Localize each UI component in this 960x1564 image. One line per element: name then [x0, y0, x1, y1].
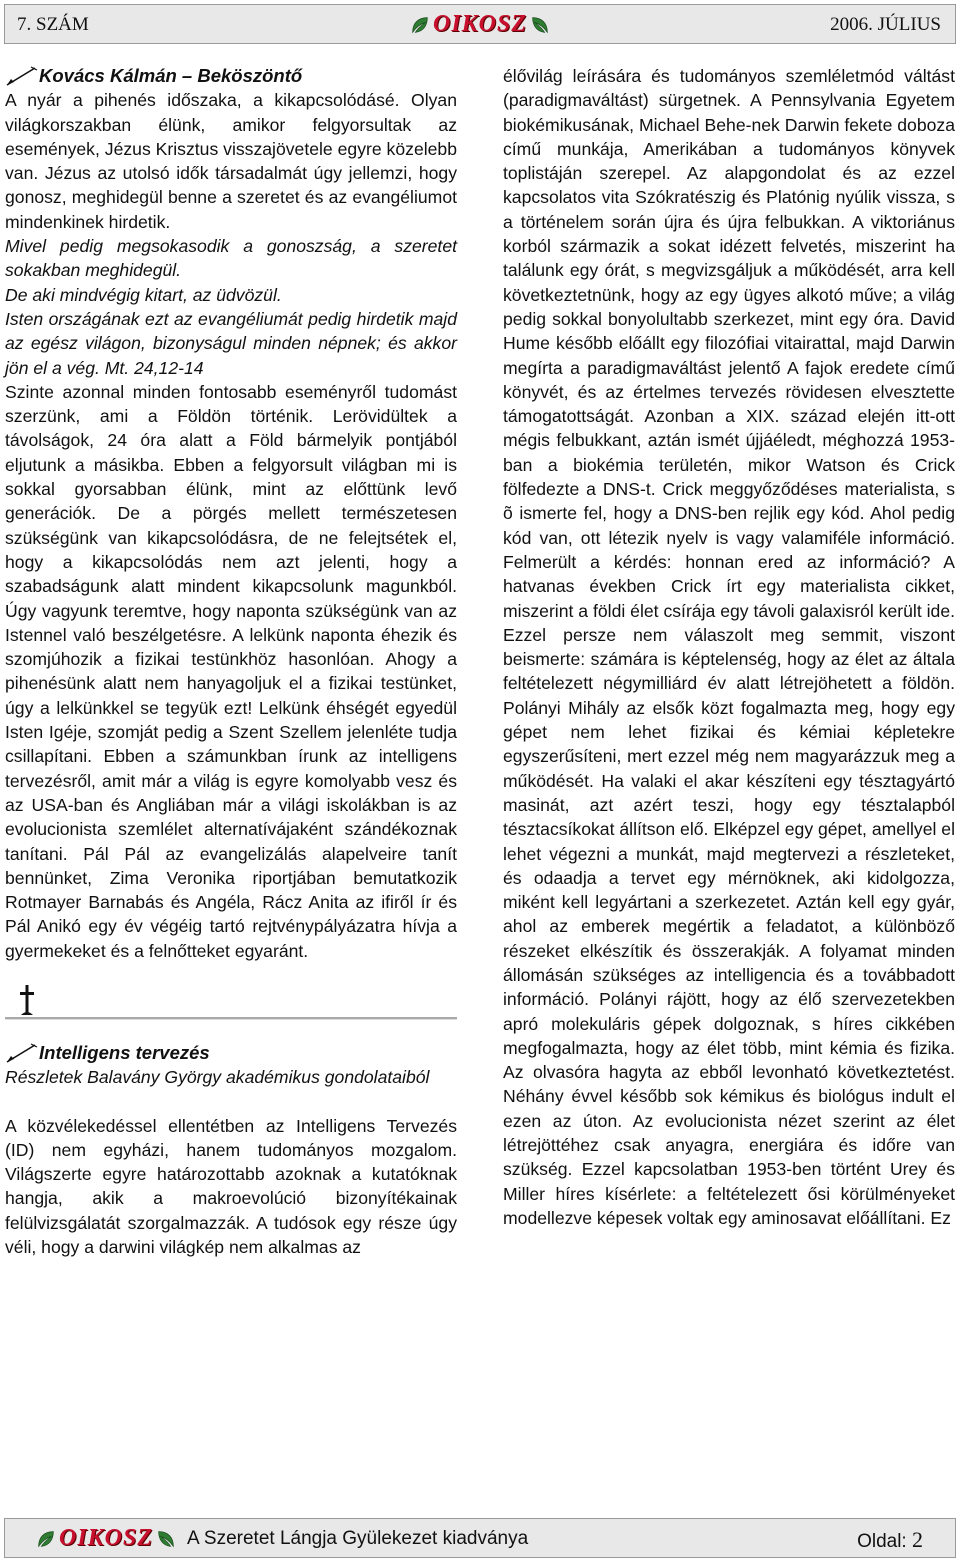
header-logo: [409, 11, 551, 38]
logo-wordmark: OIKOSZ: [59, 1525, 154, 1551]
leaf-right-icon: [155, 1528, 177, 1550]
pen-icon: [5, 66, 39, 86]
footer-logo: [35, 1525, 177, 1552]
publisher-line: A Szeretet Lángja Gyülekezet kiadványa: [187, 1528, 529, 1549]
cross-icon: [19, 985, 35, 1015]
article1-body: Szinte azonnal minden fontosabb eseményről tudomást szerzünk, ami a Földön történik. Lerövidültek a távolságok, 24 óra alatt a Föld bármelyik pontjából eljutunk a másikba. Ebben a felgyorsult világban mi is sokkal gyorsabban élünk, mint az előttünk levő generációk. De a pörgés mellett természetesen szükségünk van kikapcsolódásra, de ne felejtsétek el, hogy a kikapcsolódás nem azt jelenti, hogy a szabadságunk alatt mindent kikapcsolunk magunkból. Úgy vagyunk teremtve, hogy naponta szükségünk van az Istennel való beszélgetésre. A lelkünk naponta éhezik és szomjúhozik a fizikai testünkhöz hasonlóan. Ahogy a pihenésünk alatt nem hanyagoljuk el a fizikai testünket, úgy a lelkünkkel se tegyük ezt! Lelkünk éhségét egyedül Isten Igéje, szomját pedig a Szent Szellem jelenléte tudja csillapítani. Ebben a számunkban írunk az intelligens tervezésről, amit már a világ is egyre komolyabb vesz és az USA-ban és Angliában már a világi iskolákban is az evolucionista szemlélet alternatívájaként szándékoznak tanítani. Pál Pál az evangelizálás alapelveire tanít bennünket, Zima Veronika riportjában bemutatkozik Rotmayer Barnabás és Angéla, Rácz Anita az ifiről ír és Pál Anikó egy év végéig tartó rejtvénypályázatra hívja a gyermekeket és a felnőtteket egyaránt.: [5, 381, 457, 961]
right-column: [503, 64, 955, 1230]
leaf-right-icon: [529, 14, 551, 36]
page-label: Oldal:: [857, 1531, 907, 1552]
leaf-left-icon: [35, 1528, 57, 1550]
article2-subtitle: Részletek Balavány György akadémikus gondolataiból: [5, 1067, 430, 1088]
article1-heading: [5, 64, 457, 88]
divider-line: [5, 1017, 457, 1019]
leaf-left-icon: [409, 14, 431, 36]
section-divider: [5, 979, 457, 1023]
scripture-quote-1: Mivel pedig megsokasodik a gonoszság, a szeretet sokakban meghidegül.: [5, 236, 457, 281]
article1-title: Kovács Kálmán – Beköszöntő: [39, 65, 303, 86]
logo-wordmark: OIKOSZ: [432, 11, 528, 37]
page-header: [4, 4, 956, 44]
scripture-quote-3: Isten országának ezt az evangéliumát pedig hirdetik majd az egész világon, bizonyságul minden népnek; és akkor jön el a vég. Mt. 24,12-14: [5, 308, 457, 378]
page-footer: [4, 1518, 956, 1558]
issue-date: 2006. JÚLIUS: [830, 14, 941, 35]
pen-icon: [5, 1043, 39, 1063]
article2-intro: A közvélekedéssel ellentétben az Intelligens Tervezés (ID) nem egyházi, hanem tudományos mozgalom. Világszerte egyre határozottabb azoknak a kutatóknak hangja, akik a makroevolúció bizonyítékainak felülvizsgálatát szorgalmazzák. A tudósok egy része úgy véli, hogy a darwini világkép nem alkalmas az: [5, 1115, 457, 1258]
issue-number: 7. SZÁM: [17, 14, 89, 35]
left-column: [5, 64, 457, 1259]
article1-intro: A nyár a pihenés időszaka, a kikapcsolódásé. Olyan világkorszakban élünk, amikor felgyorsultak az események, Jézus Krisztus visszajövetele egyre közelebb van. Jézus az utolsó idők társadalmát úgy jellemzi, hogy gonosz, meghidegül benne a szeretet és az evangéliumot mindenkinek hirdetik.: [5, 90, 457, 232]
article2-heading: [5, 1041, 457, 1065]
article2-body: élővilág leírására és tudományos szemléletmód váltást (paradigmaváltást) sürgetnek. A Pennsylvania Egyetem biokémikusának, Michael Behe-nek Darwin fekete doboza című munkája, Amerikában a tudományos könyvek toplistáján szerepel. Az alapgondolat és az ezzel kapcsolatos vita Szókratészig és Platónig nyúlik vissza, s a történelem során újra és újra felbukkan. A viktoriánus korból származik a sokat idézett felvetés, miszerint ha találunk egy órát, s megvizsgáljuk a működését, arra kell következtetnünk, hogy az egy ügyes alkotó műve; a világ pedig sokkal bonyolultabb szerkezet, mint egy óra. David Hume később előállt egy filozófiai vitairattal, majd Darwin megírta a paradigmaváltást jelentő A fajok eredete című könyvét, és az értelmes tervezés rövidesen elvesztette támogatottságát. Azonban a XIX. század elején itt-ott mégis felbukkant, aztán ismét újjáéledt, méghozzá 1953-ban a biokémia területén, mikor Watson és Crick fölfedezte a DNS-t. Crick meggyőződéses materialista, s õ ismerte fel, hogy a DNS-ben rejlik egy kód. Ahol pedig kód van, ott létezik nyelv is vagy valamiféle információ. Felmerült a kérdés: honnan ered az információ? A hatvanas években Crick írt egy materialista cikket, miszerint a földi élet csírája egy távoli galaxisról került ide. Ezzel persze nem válaszolt meg semmit, viszont beismerte: számára is képtelenség, hogy az élet az általa feltételezett négymilliárd év alatt létrejöhetett a földön. Polányi Mihály az elsők közt fogalmazta meg, hogy egy gépet nem lehet fizikai és kémiai képletekre egyszerűsíteni, mert ezzel még nem magyarázzuk meg a működését. Ha valaki el akar készíteni egy tésztagyártó masinát, azt azért teszi, hogy egy tésztalapból tésztacsíkokat állítson elő. Elképzel egy gépet, amellyel el lehet végezni a munkát, majd megtervezi a részleteket, és odaadja a tervet egy mérnöknek, aki kidolgozza, miként kell legyártani a szerkezetet. Aztán kell egy gyár, ahol az emberek megértik a feladatot, a különböző részeket elkészítik és összerakják. A folyamat minden állomásán szükséges az intelligencia és a továbbadott információ. Polányi rájött, hogy az élő szervezetekben apró molekuláris gépek dolgoznak, s híres cikkében megfogalmazta, hogy az élet több, mint kémia és fizika. Az olvasóra hagyta az ebből levonható következtetést. Néhány évvel később sok kémikus és biológus indult el ezen az úton. Az evolucionista nézet szerint az élet létrejöttéhez csak anyagra, energiára és időre van szükség. Ezzel kapcsolatban 1953-ben történt Urey és Miller híres kísérlete: a feltételezett ősi körülményeket modellezve képesek voltak egy aminosavat előállítani. Ez: [503, 66, 955, 1228]
page-indicator: [857, 1527, 923, 1553]
scripture-quote-2: De aki mindvégig kitart, az üdvözül.: [5, 284, 282, 305]
page-number: 2: [912, 1527, 923, 1552]
article2-title: Intelligens tervezés: [39, 1041, 210, 1063]
